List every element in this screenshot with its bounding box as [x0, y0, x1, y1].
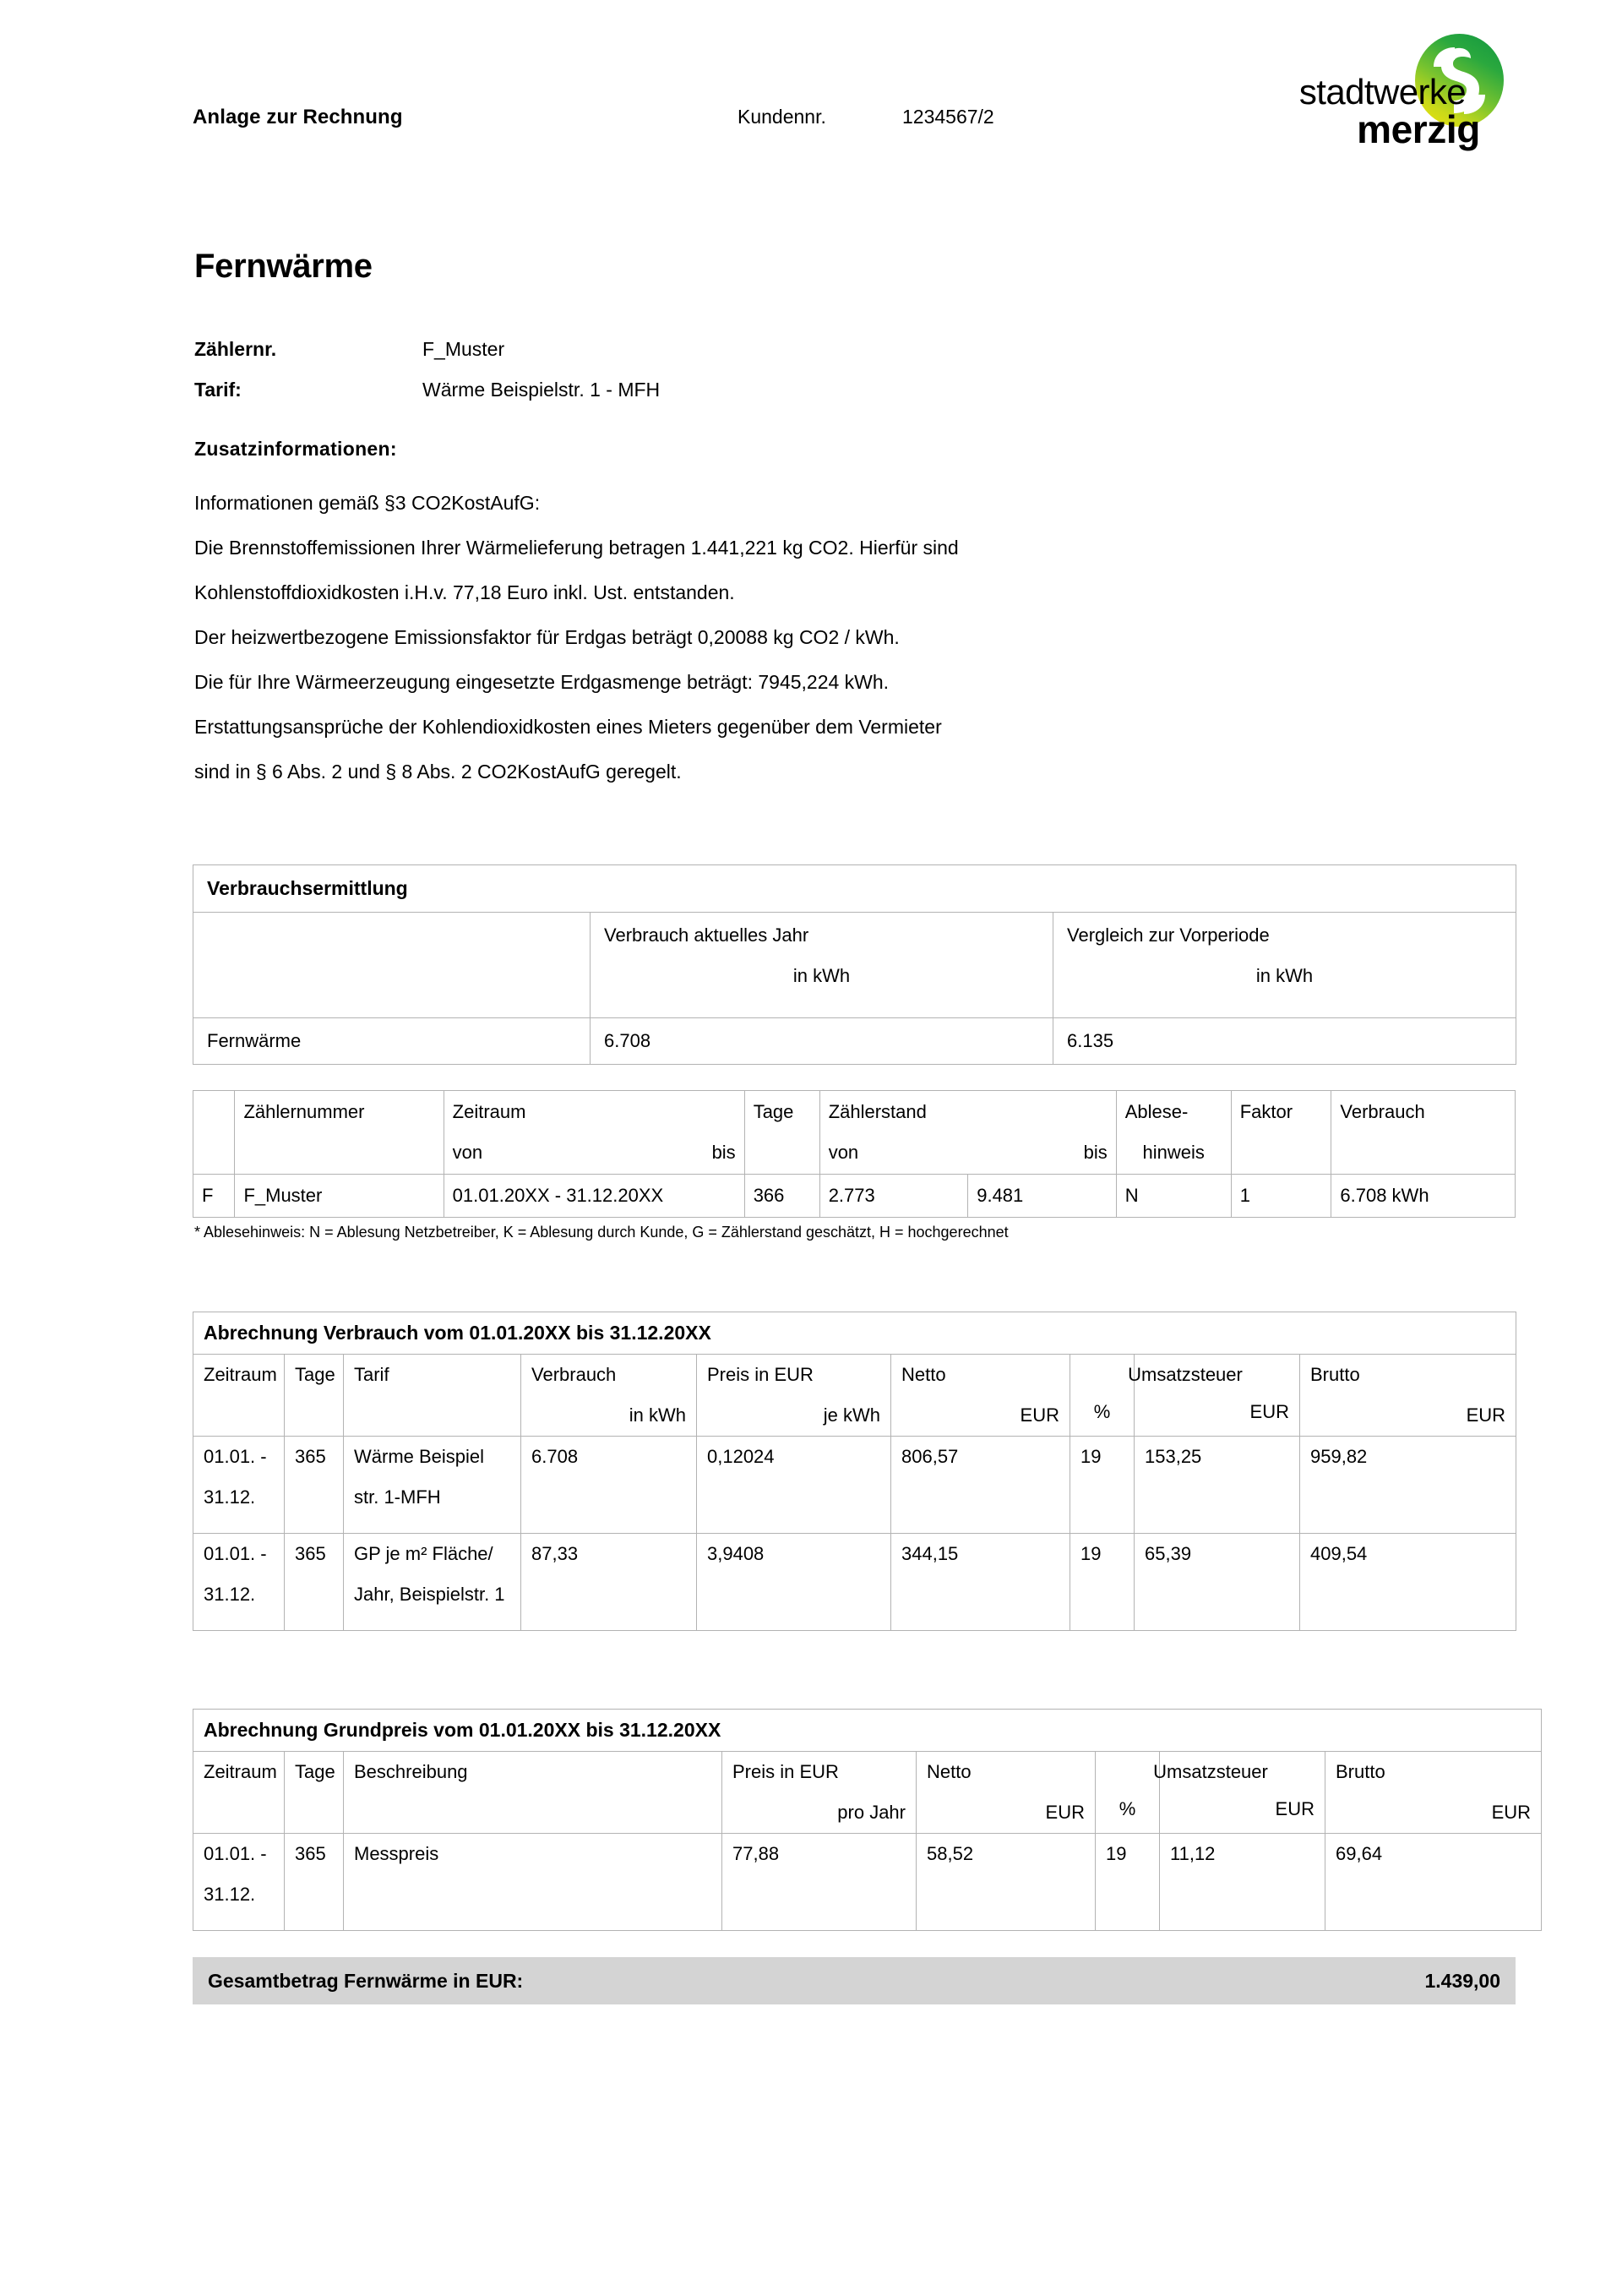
col-header-tage: Tage: [285, 1752, 344, 1834]
col-header-brutto-line1: Brutto: [1336, 1761, 1385, 1782]
col-header-umsatzsteuer-eur: [1160, 1752, 1325, 1834]
col-header-umsatzsteuer-eur-text: EUR: [1275, 1798, 1314, 1819]
cell-ust-percent: 19: [1070, 1534, 1135, 1631]
col-header-zeitraum: Zeitraum: [193, 1752, 285, 1834]
cell-tage: 365: [285, 1437, 344, 1534]
cell-reading-from: 2.773: [819, 1175, 968, 1218]
cell-marker: F: [193, 1175, 235, 1218]
table-band-title: Abrechnung Verbrauch vom 01.01.20XX bis 31.12.20XX: [193, 1312, 1516, 1355]
col-header-meter-reading: [819, 1091, 1116, 1175]
cell-zeitraum-line1: 01.01. -: [204, 1843, 267, 1864]
col-header-period-to: bis: [711, 1142, 736, 1163]
col-header-meter-number: [235, 1091, 444, 1175]
cell-tarif-line1: Wärme Beispiel: [354, 1446, 485, 1467]
meter-table-footnote: * Ablesehinweis: N = Ablesung Netzbetreiber, K = Ablesung durch Kunde, G = Zählerstand geschätzt, H = hochgerechnet: [194, 1224, 1009, 1241]
col-header-umsatzsteuer-percent: [1070, 1355, 1243, 1437]
col-header-empty: [193, 913, 591, 1018]
meta-row-zaehlernr: [194, 338, 1208, 379]
base-price-billing-table: [193, 1709, 1542, 1931]
additional-information-line: Der heizwertbezogene Emissionsfaktor für Erdgas beträgt 0,20088 kg CO2 / kWh.: [194, 626, 900, 648]
col-header-brutto-line1: Brutto: [1310, 1364, 1360, 1385]
col-header-netto-line1: Netto: [901, 1364, 946, 1385]
cell-zeitraum-line2: 31.12.: [204, 1884, 256, 1905]
cell-days: 366: [744, 1175, 819, 1218]
additional-information-block: [194, 438, 1461, 794]
col-header-current-year: [591, 913, 1053, 1018]
cell-factor: 1: [1231, 1175, 1331, 1218]
row-label-fernwaerme: Fernwärme: [193, 1018, 591, 1065]
cell-zeitraum-line1: 01.01. -: [204, 1446, 267, 1467]
cell-tarif-line2: Jahr, Beispielstr. 1: [354, 1584, 505, 1605]
cell-reading-to: 9.481: [968, 1175, 1117, 1218]
total-amount-value: 1.439,00: [1424, 1969, 1500, 1992]
col-header-brutto-line2: EUR: [1491, 1802, 1532, 1823]
table-header-row: [193, 1752, 1542, 1834]
col-header-reading-hint-line2: hinweis: [1142, 1142, 1205, 1163]
row-value-current: 6.708: [591, 1018, 1053, 1065]
cell-preis: 0,12024: [697, 1437, 891, 1534]
col-header-reading-hint: [1116, 1091, 1231, 1175]
col-header-umsatzsteuer-percent: [1096, 1752, 1268, 1834]
col-header-marker: [193, 1091, 235, 1175]
table-band-title-row: [193, 1312, 1516, 1355]
cell-tarif-line2: str. 1-MFH: [354, 1486, 441, 1508]
cell-tarif: [344, 1534, 521, 1631]
col-header-tage: Tage: [285, 1355, 344, 1437]
table-band-title: Abrechnung Grundpreis vom 01.01.20XX bis 31.12.20XX: [193, 1710, 1542, 1752]
col-header-umsatzsteuer-text: Umsatzsteuer: [1128, 1364, 1243, 1385]
cell-consumption: 6.708 kWh: [1331, 1175, 1516, 1218]
table-row: [193, 1175, 1516, 1218]
logo-word-merzig: merzig: [1357, 107, 1480, 151]
meta-label-zaehlernr: Zählernr.: [194, 338, 277, 360]
col-header-brutto-line2: EUR: [1466, 1404, 1506, 1426]
cell-ust-eur: 65,39: [1135, 1534, 1300, 1631]
stadtwerke-merzig-logo: [1157, 34, 1512, 186]
table-row: [193, 1018, 1516, 1065]
col-header-preis-line2: pro Jahr: [837, 1802, 906, 1823]
cell-netto: 344,15: [891, 1534, 1070, 1631]
cell-meter-number: F_Muster: [235, 1175, 444, 1218]
col-header-preis: [722, 1752, 917, 1834]
logo-word-stadtwerke: stadtwerke: [1298, 72, 1466, 112]
col-header-period-text: Zeitraum: [452, 1101, 526, 1122]
cell-period: 01.01.20XX - 31.12.20XX: [444, 1175, 744, 1218]
col-header-netto-line2: EUR: [1045, 1802, 1085, 1823]
col-header-period-from: von: [452, 1142, 483, 1163]
col-header-umsatzsteuer-text: Umsatzsteuer: [1153, 1761, 1268, 1782]
cell-tarif: [344, 1437, 521, 1534]
col-header-reading-from: von: [828, 1142, 859, 1163]
table-header-row: [193, 1355, 1516, 1437]
meta-label-tarif: Tarif:: [194, 379, 242, 401]
cell-zeitraum: [193, 1437, 285, 1534]
cell-zeitraum-line1: 01.01. -: [204, 1543, 267, 1564]
col-header-verbrauch-line2: in kWh: [629, 1404, 686, 1426]
col-header-previous-period-line2: in kWh: [1255, 965, 1314, 986]
col-header-consumption: Verbrauch: [1331, 1091, 1516, 1175]
cell-zeitraum-line2: 31.12.: [204, 1486, 256, 1508]
table-row: [193, 1534, 1516, 1631]
col-header-tarif: Tarif: [344, 1355, 521, 1437]
col-header-period: [444, 1091, 744, 1175]
total-amount-bar: [193, 1957, 1516, 2004]
additional-information-line: Die Brennstoffemissionen Ihrer Wärmelieferung betragen 1.441,221 kg CO2. Hierfür sind: [194, 537, 959, 559]
cell-netto: 58,52: [917, 1834, 1096, 1931]
col-header-verbrauch-line1: Verbrauch: [531, 1364, 617, 1385]
col-header-umsatzsteuer-eur-text: EUR: [1249, 1401, 1289, 1422]
meta-block: [194, 338, 1208, 419]
col-header-preis-line1: Preis in EUR: [732, 1761, 839, 1782]
table-band-title-row: [193, 1710, 1542, 1752]
col-header-reading-hint-line1: Ablese-: [1124, 1101, 1189, 1122]
col-header-current-year-line2: in kWh: [792, 965, 851, 986]
cell-zeitraum: [193, 1834, 285, 1931]
total-amount-label: Gesamtbetrag Fernwärme in EUR:: [208, 1969, 524, 1992]
table-band-title-row: [193, 865, 1516, 913]
additional-information-line: Die für Ihre Wärmeerzeugung eingesetzte Erdgasmenge beträgt: 7945,224 kWh.: [194, 671, 890, 693]
customer-number-label: Kundennr.: [738, 106, 826, 128]
col-header-preis: [697, 1355, 891, 1437]
col-header-netto: [917, 1752, 1096, 1834]
col-header-netto: [891, 1355, 1070, 1437]
col-header-netto-line2: EUR: [1020, 1404, 1059, 1426]
col-header-days: Tage: [744, 1091, 819, 1175]
consumption-billing-table: [193, 1312, 1516, 1631]
col-header-period-subrow: [453, 1142, 736, 1164]
meta-value-zaehlernr: F_Muster: [422, 338, 505, 360]
col-header-beschreibung: Beschreibung: [344, 1752, 722, 1834]
additional-information-line: Erstattungsansprüche der Kohlendioxidkosten eines Mieters gegenüber dem Vermieter: [194, 716, 942, 738]
customer-number-value: 1234567/2: [902, 106, 994, 128]
row-value-previous: 6.135: [1053, 1018, 1516, 1065]
table-band-title: Verbrauchsermittlung: [193, 865, 1516, 913]
cell-tarif-line1: GP je m² Fläche/: [354, 1543, 493, 1564]
col-header-umsatzsteuer-pct: %: [1119, 1798, 1136, 1819]
cell-preis: 77,88: [722, 1834, 917, 1931]
cell-brutto: 409,54: [1300, 1534, 1516, 1631]
additional-information-line: sind in § 6 Abs. 2 und § 8 Abs. 2 CO2KostAufG geregelt.: [194, 761, 682, 783]
col-header-preis-line1: Preis in EUR: [707, 1364, 814, 1385]
col-header-umsatzsteuer-eur: [1135, 1355, 1300, 1437]
cell-ust-eur: 11,12: [1160, 1834, 1325, 1931]
cell-tage: 365: [285, 1534, 344, 1631]
table-header-row: [193, 913, 1516, 1018]
col-header-brutto: [1300, 1355, 1516, 1437]
col-header-meter-number-text: Zählernummer: [243, 1101, 365, 1122]
page-title: Fernwärme: [194, 248, 373, 285]
cell-netto: 806,57: [891, 1437, 1070, 1534]
cell-ust-percent: 19: [1096, 1834, 1160, 1931]
cell-tage: 365: [285, 1834, 344, 1931]
table-row: [193, 1437, 1516, 1534]
col-header-netto-line1: Netto: [927, 1761, 972, 1782]
table-row: [193, 1834, 1542, 1931]
cell-zeitraum-line2: 31.12.: [204, 1584, 256, 1605]
consumption-determination-table: [193, 864, 1516, 1065]
col-header-reading-subrow: [829, 1142, 1108, 1164]
col-header-umsatzsteuer-pct: %: [1093, 1401, 1111, 1422]
col-header-verbrauch: [521, 1355, 697, 1437]
cell-zeitraum: [193, 1534, 285, 1631]
document-title: Anlage zur Rechnung: [193, 106, 403, 128]
col-header-current-year-line1: Verbrauch aktuelles Jahr: [604, 924, 809, 946]
col-header-reading-to: bis: [1083, 1142, 1108, 1163]
cell-reading-hint: N: [1116, 1175, 1231, 1218]
cell-brutto: 69,64: [1325, 1834, 1542, 1931]
col-header-zeitraum: Zeitraum: [193, 1355, 285, 1437]
col-header-brutto: [1325, 1752, 1542, 1834]
col-header-previous-period: [1053, 913, 1516, 1018]
cell-ust-eur: 153,25: [1135, 1437, 1300, 1534]
table-header-row: [193, 1091, 1516, 1175]
cell-verbrauch: 87,33: [521, 1534, 697, 1631]
col-header-preis-line2: je kWh: [823, 1404, 880, 1426]
cell-preis: 3,9408: [697, 1534, 891, 1631]
meta-row-tarif: [194, 379, 1208, 419]
col-header-meter-reading-text: Zählerstand: [828, 1101, 927, 1122]
cell-brutto: 959,82: [1300, 1437, 1516, 1534]
col-header-previous-period-line1: Vergleich zur Vorperiode: [1067, 924, 1270, 946]
additional-information-line: Informationen gemäß §3 CO2KostAufG:: [194, 492, 541, 514]
page-header: [0, 0, 1622, 220]
cell-verbrauch: 6.708: [521, 1437, 697, 1534]
additional-information-heading: Zusatzinformationen:: [194, 438, 397, 460]
cell-beschreibung: Messpreis: [344, 1834, 722, 1931]
meter-reading-table: [193, 1090, 1516, 1218]
col-header-factor: Faktor: [1231, 1091, 1331, 1175]
additional-information-line: Kohlenstoffdioxidkosten i.H.v. 77,18 Euro inkl. Ust. entstanden.: [194, 581, 735, 603]
meta-value-tarif: Wärme Beispielstr. 1 - MFH: [422, 379, 661, 401]
cell-ust-percent: 19: [1070, 1437, 1135, 1534]
